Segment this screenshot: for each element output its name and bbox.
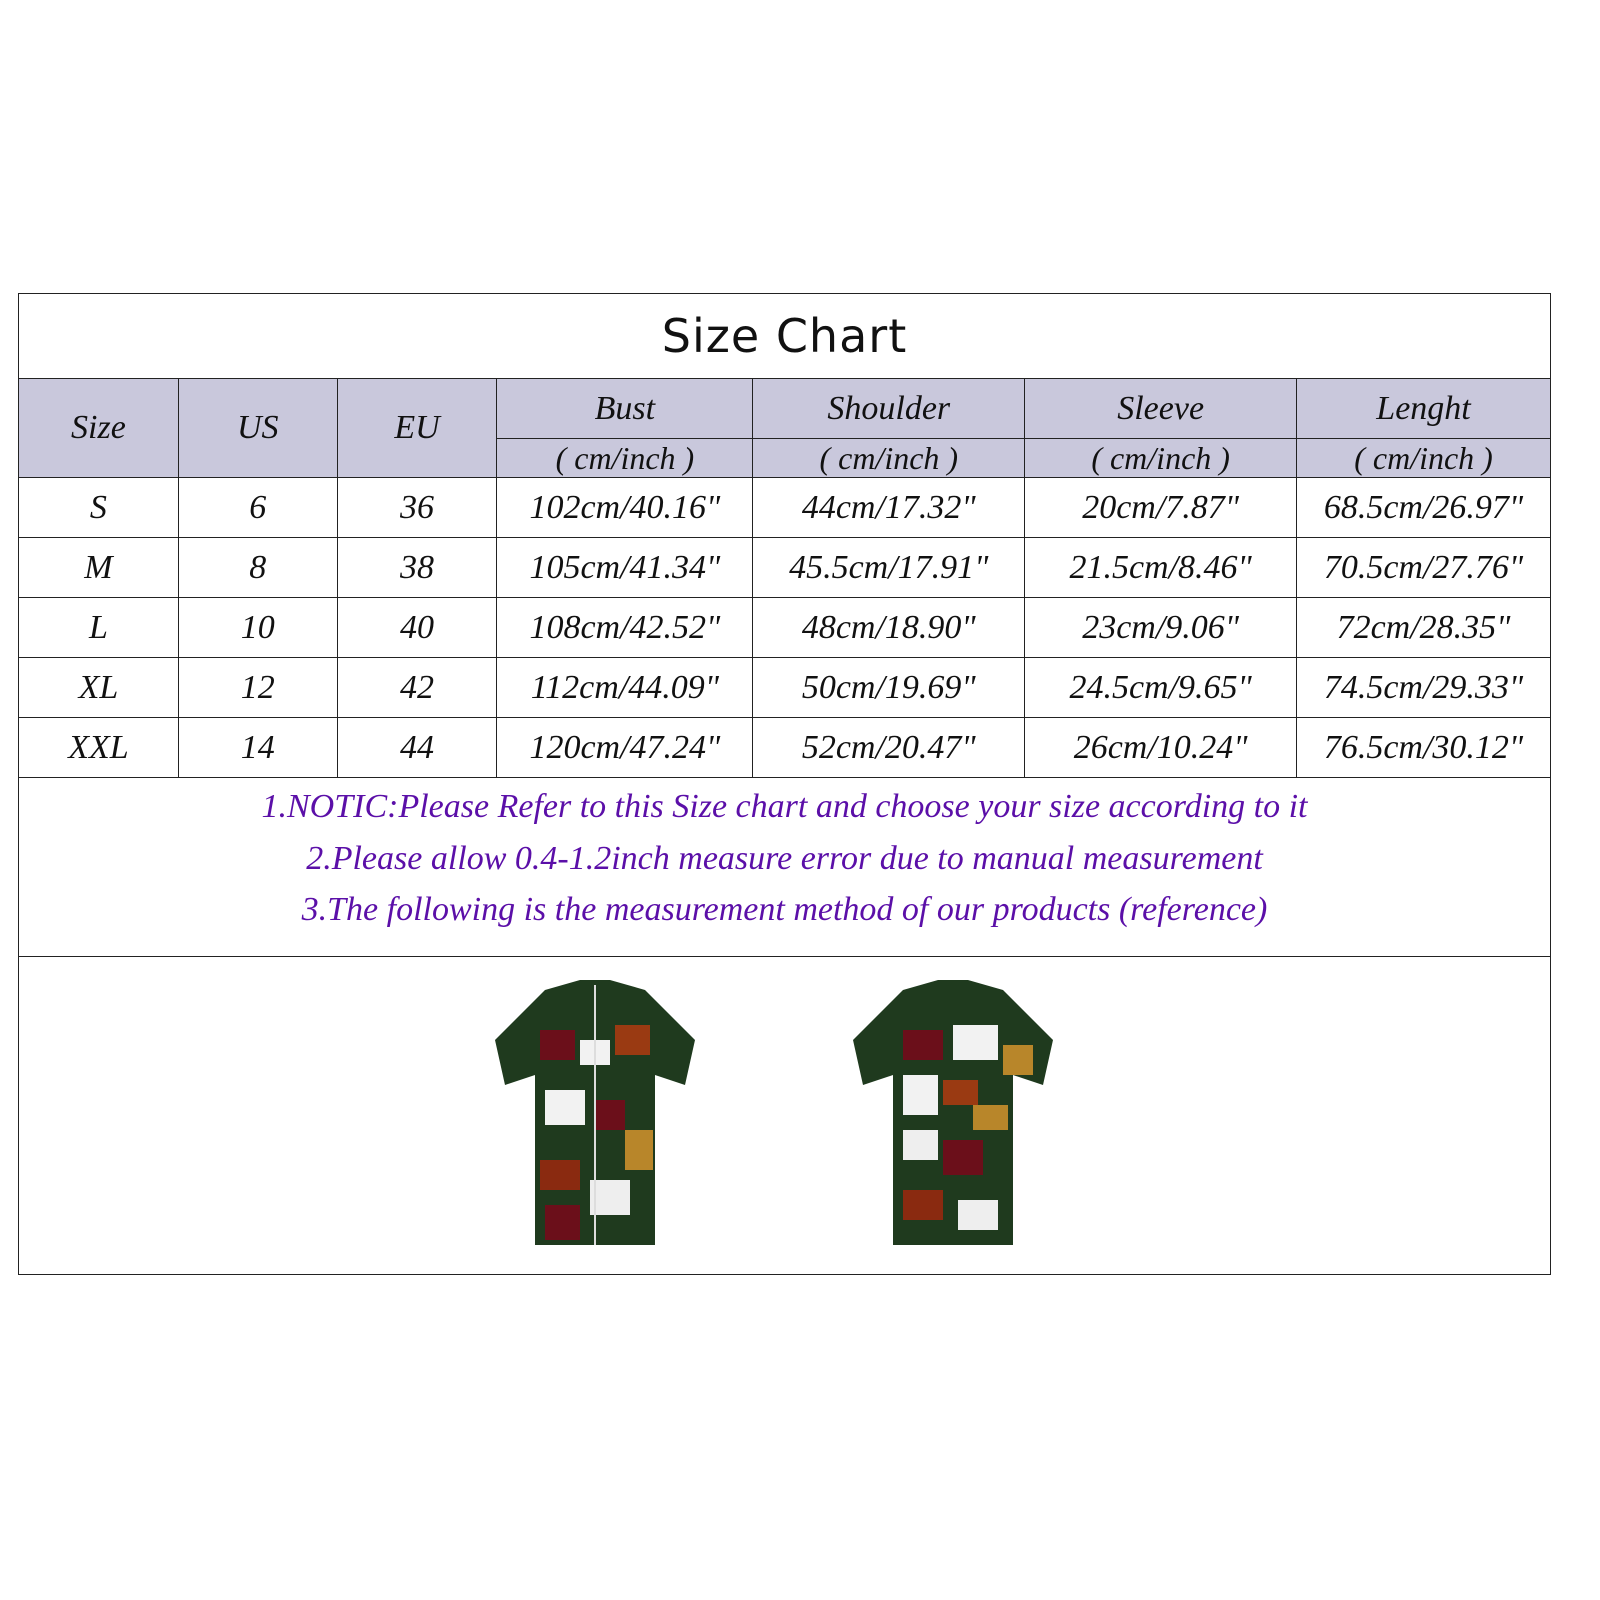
cell-shoulder: 44cm/17.32" — [753, 478, 1025, 538]
cell-shoulder: 52cm/20.47" — [753, 718, 1025, 778]
table-row — [19, 538, 1551, 598]
header-length: Lenght — [1297, 379, 1551, 439]
shirt-back-image — [843, 980, 1063, 1250]
cell-shoulder: 48cm/18.90" — [753, 598, 1025, 658]
header-unit: ( cm/inch ) — [753, 439, 1025, 478]
cell-eu: 36 — [337, 478, 497, 538]
cell-sleeve: 26cm/10.24" — [1025, 718, 1297, 778]
notes-section — [18, 780, 1551, 957]
note-2: 2.Please allow 0.4-1.2inch measure error due to manual measurement — [306, 840, 1263, 877]
note-1: 1.NOTIC:Please Refer to this Size chart and choose your size according to it — [261, 788, 1308, 825]
cell-length: 76.5cm/30.12" — [1297, 718, 1551, 778]
size-table — [18, 378, 1551, 778]
table-row — [19, 598, 1551, 658]
cell-us: 6 — [178, 478, 337, 538]
cell-sleeve: 23cm/9.06" — [1025, 598, 1297, 658]
header-bust: Bust — [497, 379, 753, 439]
cell-length: 68.5cm/26.97" — [1297, 478, 1551, 538]
cell-sleeve: 20cm/7.87" — [1025, 478, 1297, 538]
cell-size: L — [19, 598, 179, 658]
cell-bust: 105cm/41.34" — [497, 538, 753, 598]
cell-eu: 40 — [337, 598, 497, 658]
header-shoulder: Shoulder — [753, 379, 1025, 439]
cell-sleeve: 21.5cm/8.46" — [1025, 538, 1297, 598]
header-unit: ( cm/inch ) — [1297, 439, 1551, 478]
table-row — [19, 478, 1551, 538]
cell-us: 12 — [178, 658, 337, 718]
cell-us: 8 — [178, 538, 337, 598]
header-unit: ( cm/inch ) — [1025, 439, 1297, 478]
cell-size: XXL — [19, 718, 179, 778]
cell-bust: 102cm/40.16" — [497, 478, 753, 538]
cell-eu: 42 — [337, 658, 497, 718]
cell-shoulder: 45.5cm/17.91" — [753, 538, 1025, 598]
cell-eu: 44 — [337, 718, 497, 778]
cell-sleeve: 24.5cm/9.65" — [1025, 658, 1297, 718]
cell-us: 14 — [178, 718, 337, 778]
cell-size: XL — [19, 658, 179, 718]
table-row — [19, 718, 1551, 778]
note-3: 3.The following is the measurement method of our products (reference) — [301, 891, 1268, 928]
header-sleeve: Sleeve — [1025, 379, 1297, 439]
header-unit: ( cm/inch ) — [497, 439, 753, 478]
cell-us: 10 — [178, 598, 337, 658]
cell-bust: 120cm/47.24" — [497, 718, 753, 778]
cell-bust: 112cm/44.09" — [497, 658, 753, 718]
cell-size: S — [19, 478, 179, 538]
cell-shoulder: 50cm/19.69" — [753, 658, 1025, 718]
table-row — [19, 658, 1551, 718]
header-size: Size — [19, 379, 179, 478]
header-eu: EU — [337, 379, 497, 478]
cell-length: 74.5cm/29.33" — [1297, 658, 1551, 718]
cell-size: M — [19, 538, 179, 598]
cell-length: 72cm/28.35" — [1297, 598, 1551, 658]
shirt-front-image — [485, 980, 705, 1250]
header-us: US — [178, 379, 337, 478]
chart-title: Size Chart — [661, 308, 908, 363]
cell-eu: 38 — [337, 538, 497, 598]
cell-bust: 108cm/42.52" — [497, 598, 753, 658]
cell-length: 70.5cm/27.76" — [1297, 538, 1551, 598]
